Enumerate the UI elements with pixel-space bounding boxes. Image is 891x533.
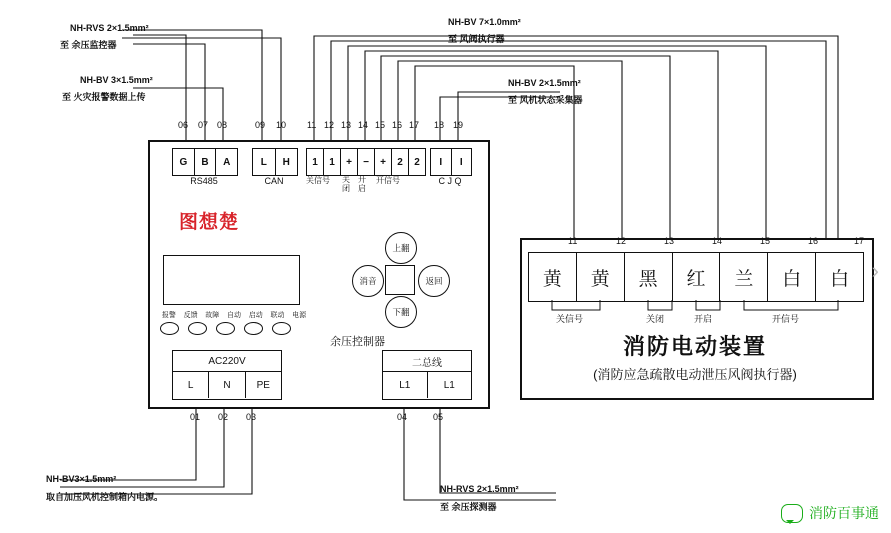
terminal-group-cjq[interactable] xyxy=(430,148,472,176)
key-back[interactable]: 返回 xyxy=(418,265,450,297)
key-mute[interactable]: 消音 xyxy=(352,265,384,297)
terminal-number-09: 09 xyxy=(255,120,266,130)
device-number-16: 16 xyxy=(808,236,819,246)
device-terminal-red[interactable]: 红 xyxy=(673,253,721,301)
led-label-auto: 自动 xyxy=(227,312,242,319)
watermark xyxy=(781,503,879,523)
device-number-11: 11 xyxy=(568,236,578,246)
led-auto xyxy=(244,322,263,335)
label-can: CAN xyxy=(264,176,284,186)
device-terminal-blue[interactable]: 兰 xyxy=(720,253,768,301)
led-panel xyxy=(160,310,308,335)
terminal-18[interactable]: I xyxy=(431,149,452,175)
terminal-group-signal[interactable] xyxy=(306,148,426,176)
bus-number-04: 04 xyxy=(397,412,408,422)
device-terminal-white-2[interactable]: 白 xyxy=(830,268,850,290)
power-number-03: 03 xyxy=(246,412,257,422)
bus-terminal-block[interactable] xyxy=(382,350,472,400)
terminal-power-pe[interactable]: PE xyxy=(256,379,270,391)
chat-bubble-icon xyxy=(781,504,803,523)
device-number-14: 14 xyxy=(712,236,723,246)
terminal-bus-l1-b[interactable]: L1 xyxy=(443,379,455,391)
device-label-close-signal: 关信号 xyxy=(556,314,584,324)
key-enter[interactable] xyxy=(385,265,415,295)
signal-sub-labels xyxy=(306,175,424,199)
annotation-top-left-2-line2: 至 火灾报警数据上传 xyxy=(62,92,146,102)
key-down[interactable]: 下翻 xyxy=(385,296,417,328)
label-cjq: C J Q xyxy=(438,176,462,186)
power-label: AC220V xyxy=(173,351,281,372)
led-label-feedback: 反馈 xyxy=(183,312,198,319)
led-alarm xyxy=(160,322,179,335)
annotation-bottom-mid-line2: 至 余压探测器 xyxy=(440,502,497,512)
device-terminal-yellow-1[interactable]: 黄 xyxy=(529,253,577,301)
watermark-text: 消防百事通 xyxy=(809,505,879,521)
annotation-top-mid-line1: NH-BV 7×1.0mm² xyxy=(448,17,521,27)
signal-label-close: 关闭 xyxy=(342,175,350,193)
led-label-power: 电源 xyxy=(292,312,307,319)
terminal-can-l[interactable]: L xyxy=(253,149,276,175)
power-number-01: 01 xyxy=(190,412,201,422)
power-terminal-block[interactable] xyxy=(172,350,282,400)
terminal-14[interactable]: − xyxy=(358,149,375,175)
annotation-top-left-1-line1: NH-RVS 2×1.5mm² xyxy=(70,23,149,33)
annotation-top-right-line2: 至 风机状态采集器 xyxy=(508,95,583,105)
led-label-linkage: 联动 xyxy=(270,312,285,319)
terminal-number-18: 18 xyxy=(434,120,445,130)
terminal-group-rs485[interactable] xyxy=(172,148,238,176)
led-label-alarm: 报警 xyxy=(161,312,176,319)
power-number-02: 02 xyxy=(218,412,229,422)
device-label-open-signal: 开信号 xyxy=(772,314,800,324)
terminal-number-12: 12 xyxy=(324,120,335,130)
terminal-number-15: 15 xyxy=(375,120,386,130)
key-up[interactable]: 上翻 xyxy=(385,232,417,264)
terminal-number-19: 19 xyxy=(453,120,464,130)
device-title: 消防电动装置 xyxy=(622,334,767,359)
top-terminal-numbers xyxy=(148,120,488,134)
terminal-rs485-a[interactable]: A xyxy=(223,156,231,168)
terminal-rs485-g[interactable]: G xyxy=(173,149,195,175)
terminal-number-08: 08 xyxy=(217,120,228,130)
bus-label: 二总线 xyxy=(383,351,471,372)
annotation-top-mid-line2: 至 风阀执行器 xyxy=(448,34,505,44)
device-label-close: 关闭 xyxy=(646,314,665,324)
terminal-number-16: 16 xyxy=(392,120,403,130)
terminal-number-10: 10 xyxy=(276,120,287,130)
device-wire-numbers xyxy=(520,236,870,250)
terminal-number-13: 13 xyxy=(341,120,352,130)
terminal-number-07: 07 xyxy=(198,120,209,130)
device-label-open: 开启 xyxy=(694,314,713,324)
annotation-bottom-mid-line1: NH-RVS 2×1.5mm² xyxy=(440,484,519,494)
terminal-15[interactable]: + xyxy=(375,149,392,175)
terminal-rs485-b[interactable]: B xyxy=(195,149,217,175)
led-feedback xyxy=(188,322,207,335)
next-arrow-icon[interactable]: › xyxy=(871,258,879,283)
terminal-13[interactable]: + xyxy=(341,149,358,175)
terminal-12[interactable]: 1 xyxy=(324,149,341,175)
device-terminal-yellow-2[interactable]: 黄 xyxy=(577,253,625,301)
annotation-top-right-line1: NH-BV 2×1.5mm² xyxy=(508,78,581,88)
signal-label-close-signal: 关信号 xyxy=(306,176,330,185)
terminal-17[interactable]: 2 xyxy=(414,156,420,168)
signal-label-open-signal: 开信号 xyxy=(376,176,400,185)
device-terminal-black[interactable]: 黑 xyxy=(625,253,673,301)
terminal-bus-l1-a[interactable]: L1 xyxy=(383,372,428,398)
terminal-11[interactable]: 1 xyxy=(307,149,324,175)
label-rs485: RS485 xyxy=(190,176,218,186)
led-label-start: 启动 xyxy=(248,312,263,319)
device-number-12: 12 xyxy=(616,236,627,246)
terminal-number-11: 11 xyxy=(307,120,317,130)
terminal-number-06: 06 xyxy=(178,120,189,130)
led-fault xyxy=(216,322,235,335)
device-number-17: 17 xyxy=(854,236,865,246)
device-number-15: 15 xyxy=(760,236,771,246)
keypad[interactable] xyxy=(352,232,448,326)
brand-logo: 图想楚 xyxy=(178,211,239,233)
terminal-number-14: 14 xyxy=(358,120,369,130)
terminal-power-n[interactable]: N xyxy=(209,372,245,398)
terminal-power-l[interactable]: L xyxy=(173,372,209,398)
controller-title: 余压控制器 xyxy=(330,336,385,348)
terminal-group-can[interactable] xyxy=(252,148,298,176)
device-subtitle: (消防应急疏散电动泄压风阀执行器) xyxy=(593,367,797,382)
terminal-number-17: 17 xyxy=(409,120,420,130)
lcd-display xyxy=(163,255,300,305)
signal-label-open: 开启 xyxy=(358,175,366,193)
terminal-16[interactable]: 2 xyxy=(392,149,409,175)
annotation-top-left-2-line1: NH-BV 3×1.5mm² xyxy=(80,75,153,85)
terminal-can-h[interactable]: H xyxy=(282,156,290,168)
device-number-13: 13 xyxy=(664,236,675,246)
bus-number-05: 05 xyxy=(433,412,444,422)
annotation-bottom-left-line2: 取自加压风机控制箱内电源。 xyxy=(46,492,164,502)
annotation-bottom-left-line1: NH-BV3×1.5mm² xyxy=(46,474,117,484)
annotation-top-left-1-line2: 至 余压监控器 xyxy=(60,40,117,50)
led-label-fault: 故障 xyxy=(205,312,220,319)
led-power xyxy=(272,322,291,335)
terminal-19[interactable]: I xyxy=(459,156,463,168)
device-terminal-strip[interactable] xyxy=(528,252,864,302)
device-terminal-white-1[interactable]: 白 xyxy=(768,253,816,301)
